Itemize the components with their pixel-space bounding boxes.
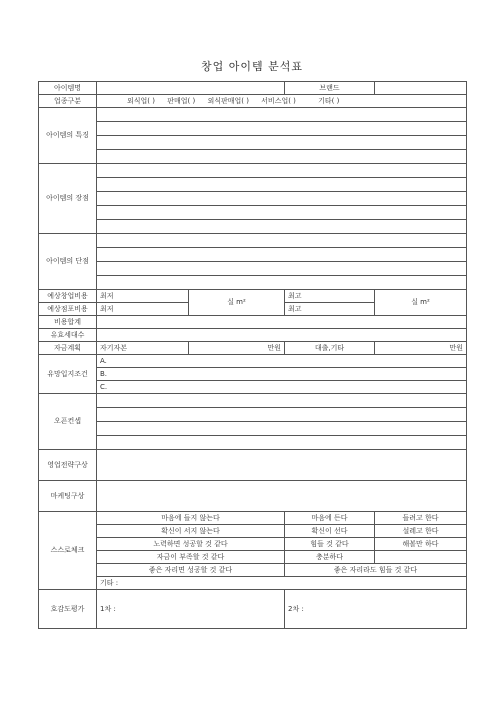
weaknesses-label: 아이템의 단점 xyxy=(39,234,97,290)
own-capital-label: 자기자본 xyxy=(97,342,189,355)
open-concept-label: 오픈컨셉 xyxy=(39,394,97,450)
page-title: 창업 아이템 분석표 xyxy=(200,60,303,73)
area-field-2[interactable]: 실 m² xyxy=(375,290,467,316)
location-b[interactable]: B. xyxy=(97,368,467,381)
industry-option-service[interactable]: 서비스업( ) xyxy=(261,96,296,105)
strengths-line[interactable] xyxy=(97,220,467,234)
evaluation-second[interactable]: 2차 : xyxy=(285,590,467,629)
self-check-option[interactable]: 해볼만 하다 xyxy=(375,538,467,551)
sales-strategy-field[interactable] xyxy=(97,450,467,481)
industry-option-food-retail[interactable]: 외식판매업( ) xyxy=(207,96,249,105)
strengths-line[interactable] xyxy=(97,178,467,192)
startup-min[interactable]: 최저 xyxy=(97,290,189,303)
cost-total-field[interactable] xyxy=(97,316,467,329)
store-min[interactable]: 최저 xyxy=(97,303,189,316)
evaluation-first[interactable]: 1차 : xyxy=(97,590,285,629)
loan-unit[interactable]: 만원 xyxy=(375,342,467,355)
weaknesses-line[interactable] xyxy=(97,276,467,290)
cost-total-label: 비용합계 xyxy=(39,316,97,329)
self-check-option[interactable]: 힘들 것 같다 xyxy=(285,538,375,551)
industry-row xyxy=(39,95,467,108)
self-check-label: 스스로체크 xyxy=(39,512,97,590)
location-label: 유망입지조건 xyxy=(39,355,97,394)
brand-field[interactable] xyxy=(375,82,467,95)
evaluation-row xyxy=(39,590,467,629)
item-name-label: 아이템명 xyxy=(39,82,97,95)
features-label: 아이템의 특징 xyxy=(39,108,97,164)
own-capital-unit[interactable]: 만원 xyxy=(189,342,285,355)
startup-max[interactable]: 최고 xyxy=(285,290,375,303)
area-field-1[interactable]: 실 m² xyxy=(189,290,285,316)
industry-option-other[interactable]: 기타( ) xyxy=(318,96,340,105)
strengths-line[interactable] xyxy=(97,192,467,206)
startup-cost-row xyxy=(39,290,467,303)
marketing-field[interactable] xyxy=(97,481,467,512)
self-check-option[interactable]: 노력하면 성공할 것 같다 xyxy=(97,538,285,551)
self-check-other[interactable]: 기타 : xyxy=(97,577,467,590)
self-check-option[interactable]: 설레고 한다 xyxy=(375,525,467,538)
self-check-option[interactable]: 충분하다 xyxy=(285,551,375,564)
cost-total-row xyxy=(39,316,467,329)
self-check-option[interactable]: 마음에 든다 xyxy=(285,512,375,525)
strengths-line[interactable] xyxy=(97,206,467,220)
households-label: 유효세대수 xyxy=(39,329,97,342)
open-concept-line[interactable] xyxy=(97,394,467,408)
item-name-field[interactable] xyxy=(97,82,285,95)
self-check-option[interactable]: 들려고 한다 xyxy=(375,512,467,525)
industry-label: 업종구분 xyxy=(39,95,97,108)
funding-label: 자금계획 xyxy=(39,342,97,355)
startup-cost-label: 예상창업비용 xyxy=(39,290,97,303)
sales-strategy-label: 영업전략구상 xyxy=(39,450,97,481)
features-line[interactable] xyxy=(97,122,467,136)
brand-label: 브랜드 xyxy=(285,82,375,95)
self-check-option[interactable] xyxy=(375,551,467,564)
weaknesses-line[interactable] xyxy=(97,248,467,262)
marketing-row xyxy=(39,481,467,512)
strengths-label: 아이템의 장점 xyxy=(39,164,97,234)
self-check-option[interactable]: 자금이 부족할 것 같다 xyxy=(97,551,285,564)
item-name-row xyxy=(39,82,467,95)
weaknesses-line[interactable] xyxy=(97,234,467,248)
industry-options xyxy=(97,95,467,108)
open-concept-line[interactable] xyxy=(97,422,467,436)
self-check-option[interactable]: 좋은 자리면 성공할 것 같다 xyxy=(97,564,285,577)
funding-row xyxy=(39,342,467,355)
evaluation-label: 호감도평가 xyxy=(39,590,97,629)
location-a[interactable]: A. xyxy=(97,355,467,368)
weaknesses-line[interactable] xyxy=(97,262,467,276)
open-concept-line[interactable] xyxy=(97,408,467,422)
industry-option-retail[interactable]: 판매업( ) xyxy=(167,96,196,105)
households-field[interactable] xyxy=(97,329,467,342)
sales-strategy-row xyxy=(39,450,467,481)
self-check-option[interactable]: 마음에 들지 않는다 xyxy=(97,512,285,525)
location-c[interactable]: C. xyxy=(97,381,467,394)
loan-label: 대출,기타 xyxy=(285,342,375,355)
store-cost-label: 예상점포비용 xyxy=(39,303,97,316)
marketing-label: 마케팅구상 xyxy=(39,481,97,512)
self-check-option[interactable]: 좋은 자리라도 힘들 것 같다 xyxy=(285,564,467,577)
self-check-option[interactable]: 확신이 서지 않는다 xyxy=(97,525,285,538)
store-max[interactable]: 최고 xyxy=(285,303,375,316)
industry-option-restaurant[interactable]: 외식업( ) xyxy=(127,96,155,105)
features-line[interactable] xyxy=(97,108,467,122)
self-check-option[interactable]: 확신이 선다 xyxy=(285,525,375,538)
features-line[interactable] xyxy=(97,150,467,164)
open-concept-line[interactable] xyxy=(97,436,467,450)
households-row xyxy=(39,329,467,342)
analysis-form xyxy=(38,81,467,629)
strengths-line[interactable] xyxy=(97,164,467,178)
features-line[interactable] xyxy=(97,136,467,150)
